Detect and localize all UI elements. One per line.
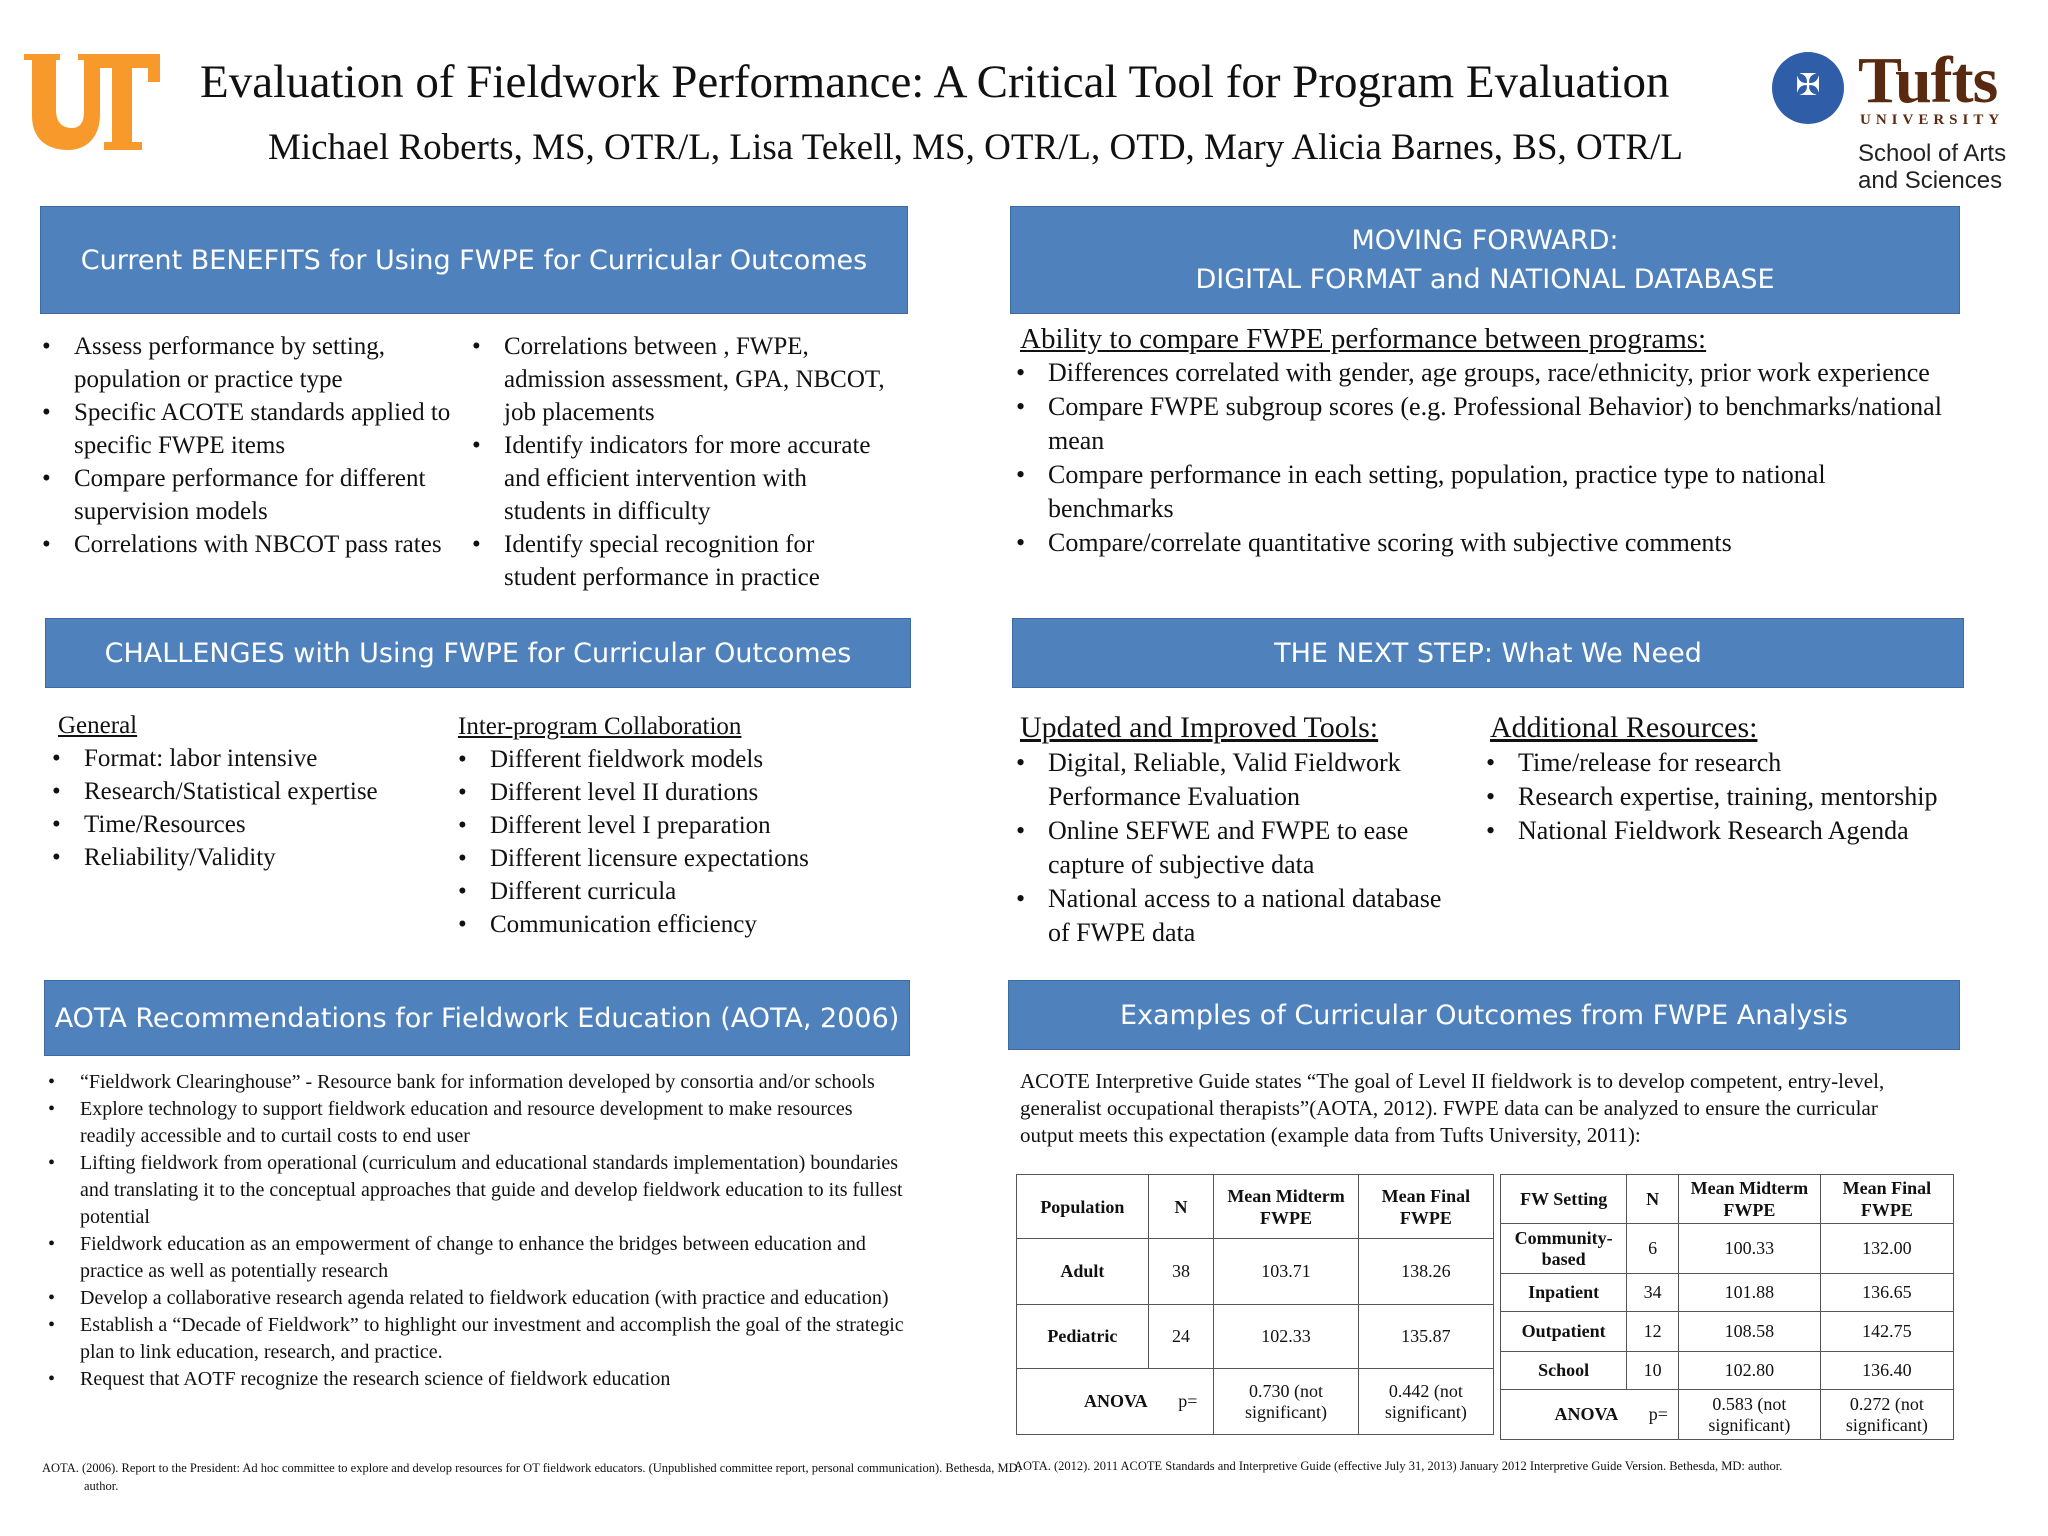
table-header: Mean Final FWPE — [1358, 1175, 1493, 1239]
list-item: • “Fieldwork Clearinghouse” - Resource bank for information developed by consortia and/or schools — [48, 1069, 908, 1096]
list-item: • Research/Statistical expertise — [52, 775, 452, 808]
examples-intro: ACOTE Interpretive Guide states “The goal of Level II fieldwork is to develop competent, entry-level, generalist occupational therapists”(AOTA, 2012). FWPE data can be analyzed to ensure the curricular output meets this expectation (example data from Tufts University, 2011): — [1020, 1069, 1885, 1147]
list-item: • Different curricula — [458, 875, 898, 908]
aota-reference: AOTA. (2006). Report to the President: Ad hoc committee to explore and develop resources for OT fieldwork educators. (Unpublished committee report, personal communication). Bethesda, MD: author. — [42, 1461, 1022, 1493]
list-item: • Develop a collaborative research agenda related to fieldwork education (with practice and education) — [48, 1285, 908, 1312]
challenges-heading: CHALLENGES with Using FWPE for Curricular Outcomes — [45, 618, 911, 688]
tufts-seal-icon: ✠ — [1772, 52, 1844, 124]
tufts-logo — [1768, 44, 2028, 208]
list-item: • National Fieldwork Research Agenda — [1486, 814, 1956, 848]
table-header: Mean Midterm FWPE — [1678, 1175, 1820, 1224]
benefits-heading: Current BENEFITS for Using FWPE for Curricular Outcomes — [40, 206, 908, 314]
list-item: • Identify indicators for more accurate and efficient intervention with students in difficulty — [472, 429, 892, 528]
forward-list — [1016, 356, 1946, 560]
inter-title: Inter-program Collaboration — [458, 713, 742, 740]
list-item: • Time/Resources — [52, 808, 452, 841]
list-item: • Format: labor intensive — [52, 742, 452, 775]
list-item: • Compare performance in each setting, population, practice type to national benchmarks — [1016, 458, 1946, 526]
table-row: School 10 102.80 136.40 — [1501, 1352, 1954, 1390]
resources-list — [1486, 746, 1956, 848]
examples-reference: AOTA. (2012). 2011 ACOTE Standards and Interpretive Guide (effective July 31, 2013) January 2012 Interpretive Guide Version. Bethesda, MD: author. — [1014, 1459, 1783, 1473]
resources-title: Additional Resources: — [1490, 711, 1758, 744]
aota-heading: AOTA Recommendations for Fieldwork Education (AOTA, 2006) — [44, 980, 910, 1056]
tufts-wordmark: Tufts — [1858, 44, 1998, 117]
inter-list — [458, 743, 898, 941]
general-list — [52, 742, 452, 874]
table-header: FW Setting — [1501, 1175, 1627, 1224]
list-item: • National access to a national database of FWPE data — [1016, 882, 1468, 950]
table-header: Mean Final FWPE — [1820, 1175, 1953, 1224]
tools-title: Updated and Improved Tools: — [1020, 711, 1379, 744]
list-item: • Request that AOTF recognize the research science of fieldwork education — [48, 1366, 908, 1393]
tufts-university-label: UNIVERSITY — [1860, 112, 2005, 128]
table-header: Mean Midterm FWPE — [1214, 1175, 1358, 1239]
list-item: • Different licensure expectations — [458, 842, 898, 875]
list-item: • Different level I preparation — [458, 809, 898, 842]
list-item: • Different fieldwork models — [458, 743, 898, 776]
poster-authors: Michael Roberts, MS, OTR/L, Lisa Tekell, MS, OTR/L, OTD, Mary Alicia Barnes, BS, OTR/L — [268, 127, 1683, 168]
tools-list — [1016, 746, 1468, 950]
ut-logo — [20, 54, 160, 150]
table-header: N — [1148, 1175, 1214, 1239]
anova-row: ANOVA p= 0.730 (not significant) 0.442 (not significant) — [1017, 1369, 1494, 1435]
forward-heading: MOVING FORWARD: DIGITAL FORMAT and NATIONAL DATABASE — [1010, 206, 1960, 314]
examples-heading: Examples of Curricular Outcomes from FWPE Analysis — [1008, 980, 1960, 1050]
population-table — [1016, 1174, 1494, 1435]
list-item: • Digital, Reliable, Valid Fieldwork Performance Evaluation — [1016, 746, 1468, 814]
list-item: • Time/release for research — [1486, 746, 1956, 780]
list-item: • Reliability/Validity — [52, 841, 452, 874]
benefits-list-1 — [42, 330, 472, 561]
list-item: • Communication efficiency — [458, 908, 898, 941]
table-header: N — [1627, 1175, 1679, 1224]
list-item: • Online SEFWE and FWPE to ease capture of subjective data — [1016, 814, 1468, 882]
list-item: • Correlations between , FWPE, admission assessment, GPA, NBCOT, job placements — [472, 330, 892, 429]
list-item: • Specific ACOTE standards applied to specific FWPE items — [42, 396, 472, 462]
table-row: Pediatric 24 102.33 135.87 — [1017, 1305, 1494, 1369]
forward-subheading: Ability to compare FWPE performance between programs: — [1020, 323, 1707, 355]
setting-table — [1500, 1174, 1954, 1440]
poster-title: Evaluation of Fieldwork Performance: A Critical Tool for Program Evaluation — [200, 56, 1670, 108]
list-item: • Different level II durations — [458, 776, 898, 809]
list-item: • Compare FWPE subgroup scores (e.g. Professional Behavior) to benchmarks/national mean — [1016, 390, 1946, 458]
table-row: Adult 38 103.71 138.26 — [1017, 1239, 1494, 1305]
list-item: • Identify special recognition for student performance in practice — [472, 528, 892, 594]
next-heading: THE NEXT STEP: What We Need — [1012, 618, 1964, 688]
list-item: • Compare performance for different supervision models — [42, 462, 472, 528]
table-row: Inpatient 34 101.88 136.65 — [1501, 1274, 1954, 1312]
benefits-list-2 — [472, 330, 892, 594]
tufts-school-label: School of Arts and Sciences — [1858, 140, 2007, 194]
list-item: • Explore technology to support fieldwork education and resource development to make resources readily accessible and to curtail costs to end user — [48, 1096, 908, 1150]
table-row: Outpatient 12 108.58 142.75 — [1501, 1312, 1954, 1352]
aota-list — [48, 1069, 908, 1393]
list-item: • Establish a “Decade of Fieldwork” to highlight our investment and accomplish the goal of the strategic plan to link education, research, and practice. — [48, 1312, 908, 1366]
list-item: • Lifting fieldwork from operational (curriculum and educational standards implementation) boundaries and translating it to the conceptual approaches that guide and develop fieldwork education to its fullest potential — [48, 1150, 908, 1231]
list-item: • Assess performance by setting, population or practice type — [42, 330, 472, 396]
list-item: • Fieldwork education as an empowerment of change to enhance the bridges between education and practice as well as potentially research — [48, 1231, 908, 1285]
list-item: • Differences correlated with gender, age groups, race/ethnicity, prior work experience — [1016, 356, 1946, 390]
table-row: Community-based 6 100.33 132.00 — [1501, 1224, 1954, 1274]
table-header: Population — [1017, 1175, 1149, 1239]
list-item: • Research expertise, training, mentorship — [1486, 780, 1956, 814]
list-item: • Correlations with NBCOT pass rates — [42, 528, 472, 561]
general-title: General — [58, 712, 138, 739]
list-item: • Compare/correlate quantitative scoring with subjective comments — [1016, 526, 1946, 560]
anova-row: ANOVA p= 0.583 (not significant) 0.272 (not significant) — [1501, 1390, 1954, 1440]
